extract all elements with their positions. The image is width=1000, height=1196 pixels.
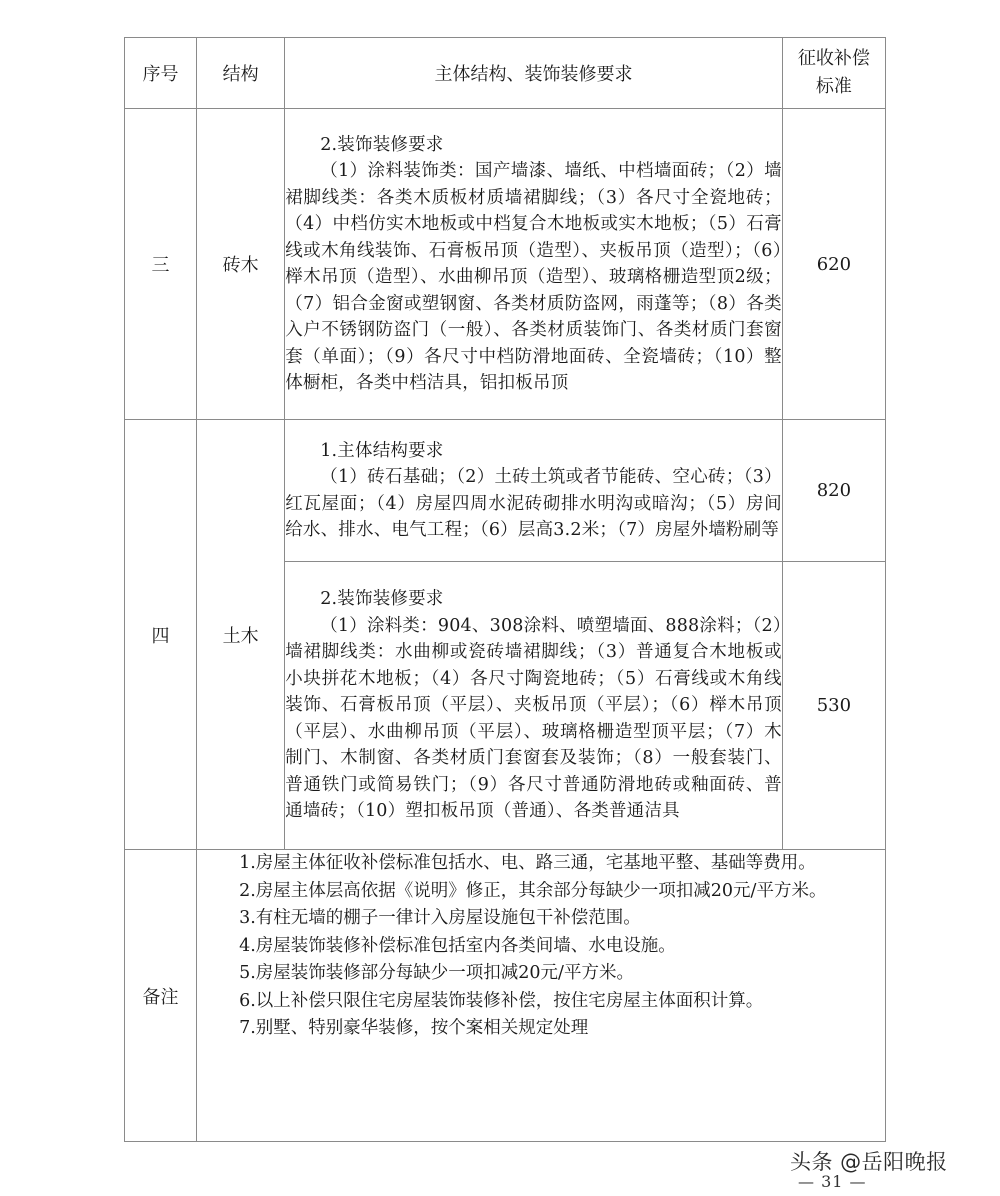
row-seq: 四	[125, 420, 197, 850]
note-item: 3.有柱无墙的棚子一律计入房屋设施包干补偿范围。	[239, 908, 641, 928]
row-structure: 砖木	[197, 109, 285, 420]
source-watermark: 头条 @岳阳晚报	[790, 1150, 948, 1174]
row-structure: 土木	[197, 420, 285, 850]
note-item: 1.房屋主体征收补偿标准包括水、电、路三通，宅基地平整、基础等费用。	[239, 853, 816, 873]
section-heading: 2.装饰装修要求	[320, 134, 444, 155]
notes-row	[125, 850, 886, 1142]
table-row	[125, 420, 886, 562]
header-structure: 结构	[197, 38, 285, 109]
section-text: （1）涂料类：904、308涂料、喷塑墙面、888涂料；（2）墙裙脚线类：水曲柳或瓷砖墙裙脚线；（3）普通复合木地板或小块拼花木地板；（4）各尺寸陶瓷地砖；（5）石膏线或木角线装饰、石膏板吊顶（平层）、夹板吊顶（平层）；（6）榉木吊顶（平层）、水曲柳吊顶（平层）、玻璃格栅造型顶平层；（7）木制门、木制窗、各类材质门套窗套及装饰；（8）一般套装门、普通铁门或简易铁门；（9）各尺寸普通防滑地砖或釉面砖、普通墙砖；（10）塑扣板吊顶（普通）、各类普通洁具	[285, 615, 782, 822]
header-seq: 序号	[125, 38, 197, 109]
row-requirements	[285, 109, 783, 420]
header-requirements: 主体结构、装饰装修要求	[285, 38, 783, 109]
row-standard: 620	[782, 109, 885, 420]
note-item: 4.房屋装饰装修补偿标准包括室内各类间墙、水电设施。	[239, 935, 676, 956]
section-text: （1）砖石基础；（2）土砖土筑或者节能砖、空心砖；（3）红瓦屋面；（4）房屋四周水泥砖砌排水明沟或暗沟；（5）房间给水、排水、电气工程；（6）层高3.2米；（7）房屋外墙粉刷等	[285, 467, 782, 540]
note-item: 6.以上补偿只限住宅房屋装饰装修补偿，按住宅房屋主体面积计算。	[239, 990, 764, 1011]
note-item: 2.房屋主体层高依据《说明》修正，其余部分每缺少一项扣减20元/平方米。	[239, 880, 827, 901]
row-standard: 530	[782, 562, 885, 850]
note-item: 7.别墅、特别豪华装修，按个案相关规定处理	[239, 1018, 589, 1038]
row-seq: 三	[125, 109, 197, 420]
compensation-standard-table	[124, 37, 886, 1142]
header-standard-line1: 征收补偿	[797, 48, 870, 69]
header-standard	[782, 38, 885, 109]
row-requirements	[285, 420, 783, 562]
section-text: （1）涂料装饰类：国产墙漆、墙纸、中档墙面砖；（2）墙裙脚线类：各类木质板材质墙裙脚线；（3）各尺寸全瓷地砖；（4）中档仿实木地板或中档复合木地板或实木地板；（5）石膏线或木角线装饰、石膏板吊顶（造型）、夹板吊顶（造型）；（6）榉木吊顶（造型）、水曲柳吊顶（造型）、玻璃格栅造型顶2级；（7）铝合金窗或塑钢窗、各类材质防盗网，雨蓬等；（8）各类入户不锈钢防盗门（一般）、各类材质装饰门、各类材质门套窗套（单面）；（9）各尺寸中档防滑地面砖、全瓷墙砖；（10）整体橱柜，各类中档洁具，铝扣板吊顶	[285, 161, 782, 393]
table-row	[125, 109, 886, 420]
row-requirements	[285, 562, 783, 850]
page-number: — 31 —	[798, 1172, 867, 1191]
row-standard: 820	[782, 420, 885, 562]
note-item: 5.房屋装饰装修部分每缺少一项扣减20元/平方米。	[239, 963, 634, 983]
notes-label: 备注	[125, 850, 197, 1142]
table-header-row	[125, 38, 886, 109]
section-heading: 2.装饰装修要求	[320, 589, 444, 610]
header-standard-line2: 标准	[815, 76, 852, 97]
notes-content	[197, 850, 886, 1142]
section-heading: 1.主体结构要求	[320, 440, 444, 461]
